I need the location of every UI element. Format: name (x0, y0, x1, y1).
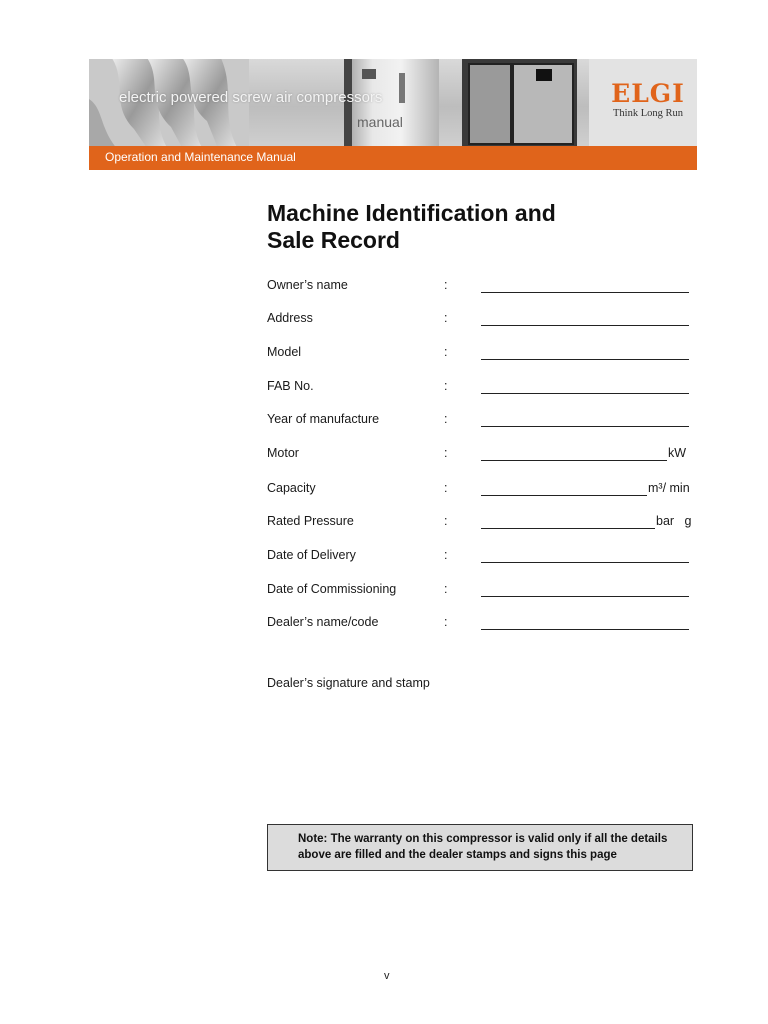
form-row-capacity (267, 481, 697, 501)
field-colon: : (444, 278, 448, 292)
dealer-signature-label: Dealer’s signature and stamp (267, 676, 430, 690)
page-title-line-2: Sale Record (267, 227, 400, 253)
field-label: Date of Delivery (267, 548, 356, 562)
form-row-model (267, 345, 697, 365)
field-colon: : (444, 379, 448, 393)
field-label: FAB No. (267, 379, 314, 393)
header-banner (89, 59, 697, 170)
page-title (267, 200, 687, 254)
address-blank[interactable] (481, 325, 689, 326)
fab-no-blank[interactable] (481, 393, 689, 394)
field-colon: : (444, 582, 448, 596)
page-title-line-1: Machine Identification and (267, 200, 556, 226)
form-row-rated-pressure (267, 514, 697, 534)
field-colon: : (444, 514, 448, 528)
date-of-commissioning-blank[interactable] (481, 596, 689, 597)
elgi-logo: ELGI (611, 79, 685, 108)
banner-subtitle-bar (89, 146, 697, 170)
field-label: Address (267, 311, 313, 325)
field-colon: : (444, 615, 448, 629)
field-label: Year of manufacture (267, 412, 380, 426)
form-row-address (267, 311, 697, 331)
compressor-cabinet-image (462, 59, 577, 146)
banner-subtitle: Operation and Maintenance Manual (105, 150, 296, 164)
dealers-name-code-blank[interactable] (481, 629, 689, 630)
page-number: v (384, 970, 390, 982)
field-label: Motor (267, 446, 299, 460)
elgi-tagline: Think Long Run (613, 108, 683, 119)
motor-unit: kW (668, 446, 687, 460)
field-label: Dealer’s name/code (267, 615, 379, 629)
banner-manual-label: manual (357, 114, 403, 130)
warranty-note-box (267, 824, 693, 871)
form-row-date-of-commissioning (267, 582, 697, 602)
form-row-date-of-delivery (267, 548, 697, 568)
field-colon: : (444, 446, 448, 460)
form-row-owners-name (267, 278, 697, 298)
field-label: Owner’s name (267, 278, 348, 292)
owners-name-blank[interactable] (481, 292, 689, 293)
field-label: Date of Commissioning (267, 582, 397, 596)
capacity-blank[interactable] (481, 495, 647, 496)
warranty-note-text: Note: The warranty on this compressor is valid only if all the details above are filled and the dealer stamps and signs this page (298, 833, 668, 861)
date-of-delivery-blank[interactable] (481, 562, 689, 563)
form-row-fab-no (267, 379, 697, 399)
banner-title: electric powered screw air compressors (119, 89, 383, 106)
motor-blank[interactable] (481, 460, 667, 461)
field-label: Capacity (267, 481, 316, 495)
field-colon: : (444, 345, 448, 359)
rated-pressure-blank[interactable] (481, 528, 655, 529)
field-colon: : (444, 311, 448, 325)
rated-pressure-unit: bar g (656, 514, 692, 528)
field-label: Model (267, 345, 302, 359)
capacity-unit: m³/ min (648, 481, 690, 495)
field-colon: : (444, 412, 448, 426)
field-colon: : (444, 481, 448, 495)
field-label: Rated Pressure (267, 514, 354, 528)
form-row-dealers-name-code (267, 615, 697, 635)
year-of-manufacture-blank[interactable] (481, 426, 689, 427)
form-row-year-of-manufacture (267, 412, 697, 432)
model-blank[interactable] (481, 359, 689, 360)
form-row-motor (267, 446, 697, 466)
field-colon: : (444, 548, 448, 562)
